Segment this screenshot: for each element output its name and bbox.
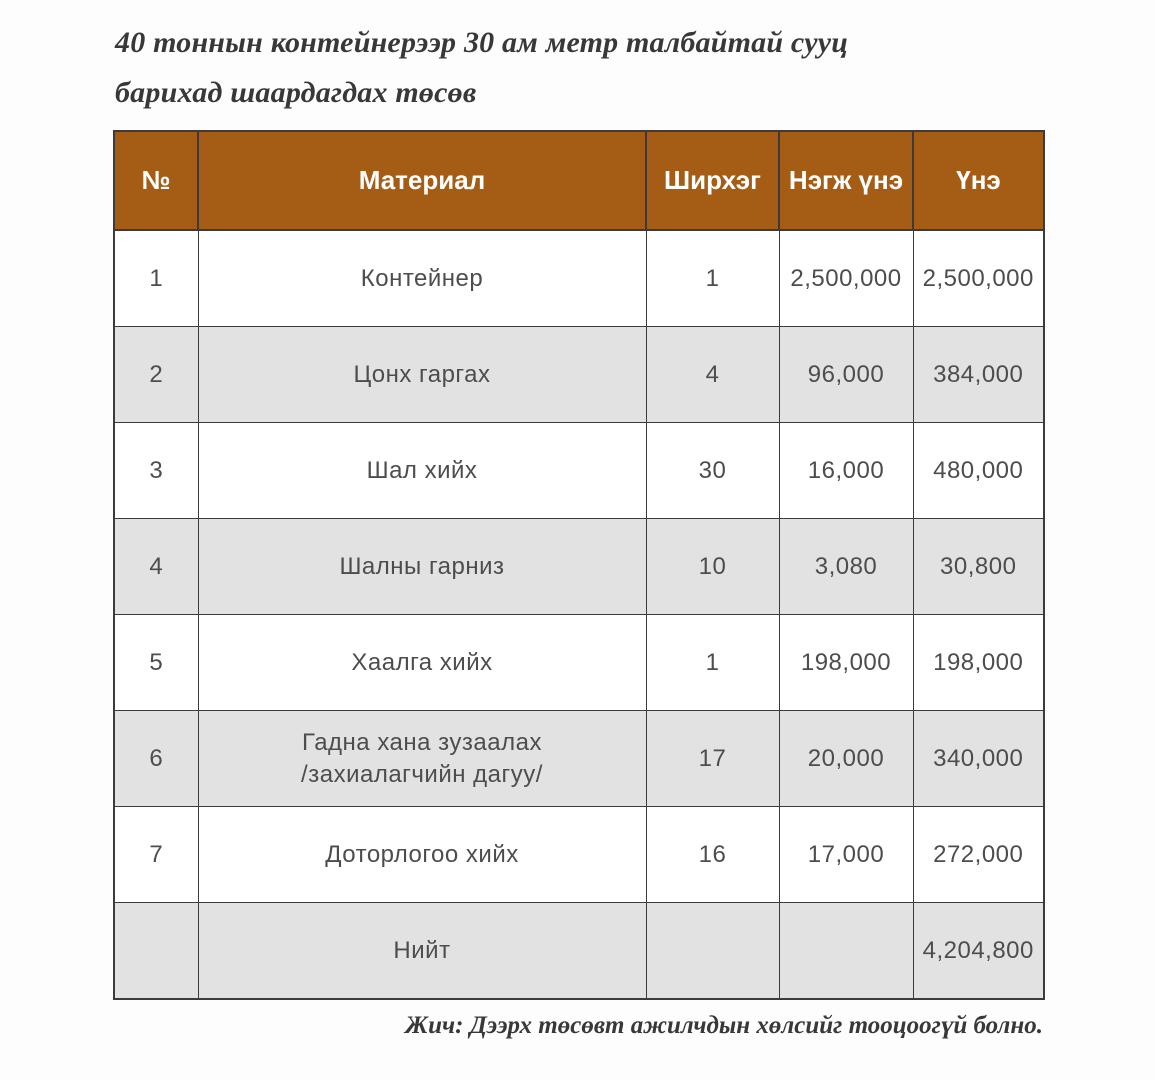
table-row: [114, 615, 1044, 711]
total-row: [114, 903, 1044, 1000]
cell-price: 198,000: [913, 615, 1044, 711]
cell-material: Контейнер: [198, 230, 646, 327]
header-cell-price: Үнэ: [913, 131, 1044, 230]
table-header-row: [114, 131, 1044, 230]
header-cell-no: №: [114, 131, 198, 230]
cell-material-line2: /захиалагчийн дагуу/: [301, 760, 543, 788]
header-cell-material: Материал: [198, 131, 646, 230]
table-row: [114, 230, 1044, 327]
footnote: Жич: Дээрх төсөвт ажилчдын хөлсийг тооцоогүй болно.: [405, 1012, 1043, 1039]
cell-qty: 10: [646, 519, 779, 615]
table-row: [114, 711, 1044, 807]
cell-material: [198, 711, 646, 807]
cell-price: 384,000: [913, 327, 1044, 423]
cell-no: 6: [114, 711, 198, 807]
cell-unit-price: 16,000: [779, 423, 913, 519]
cell-qty: 1: [646, 615, 779, 711]
total-label: Нийт: [198, 903, 646, 1000]
cell-qty: 30: [646, 423, 779, 519]
table-row: [114, 519, 1044, 615]
table-row: [114, 423, 1044, 519]
cell-unit-price: 3,080: [779, 519, 913, 615]
cell-no: 7: [114, 807, 198, 903]
cell-unit-price: 17,000: [779, 807, 913, 903]
page-title-line1: 40 тоннын контейнерээр 30 ам метр талбайтай сууц: [115, 26, 849, 59]
cell-no: 4: [114, 519, 198, 615]
cell-price: 272,000: [913, 807, 1044, 903]
header-cell-unit-price: Нэгж үнэ: [779, 131, 913, 230]
table-row: [114, 327, 1044, 423]
total-price: 4,204,800: [913, 903, 1044, 1000]
cell-qty: 17: [646, 711, 779, 807]
cell-material: Доторлогоо хийх: [198, 807, 646, 903]
page-title-line2: барихад шаардагдах төсөв: [115, 76, 477, 109]
cell-no: 2: [114, 327, 198, 423]
cell-price: 340,000: [913, 711, 1044, 807]
cell-price: 480,000: [913, 423, 1044, 519]
cell-qty: 1: [646, 230, 779, 327]
cell-no: 5: [114, 615, 198, 711]
cell-material: Цонх гаргах: [198, 327, 646, 423]
cell-unit-price: 2,500,000: [779, 230, 913, 327]
cell-unit-price: 96,000: [779, 327, 913, 423]
total-cell-qty: [646, 903, 779, 1000]
cell-qty: 16: [646, 807, 779, 903]
cell-material-line1: Гадна хана зузаалах: [302, 729, 542, 757]
cell-price: 30,800: [913, 519, 1044, 615]
cell-material: Хаалга хийх: [198, 615, 646, 711]
budget-table: [113, 130, 1045, 1000]
cell-unit-price: 20,000: [779, 711, 913, 807]
page-title: [115, 18, 848, 118]
cell-no: 1: [114, 230, 198, 327]
cell-qty: 4: [646, 327, 779, 423]
table-row: [114, 807, 1044, 903]
total-cell-no: [114, 903, 198, 1000]
cell-price: 2,500,000: [913, 230, 1044, 327]
header-cell-qty: Ширхэг: [646, 131, 779, 230]
cell-material: Шалны гарниз: [198, 519, 646, 615]
cell-material: Шал хийх: [198, 423, 646, 519]
cell-unit-price: 198,000: [779, 615, 913, 711]
cell-no: 3: [114, 423, 198, 519]
total-cell-unit-price: [779, 903, 913, 1000]
